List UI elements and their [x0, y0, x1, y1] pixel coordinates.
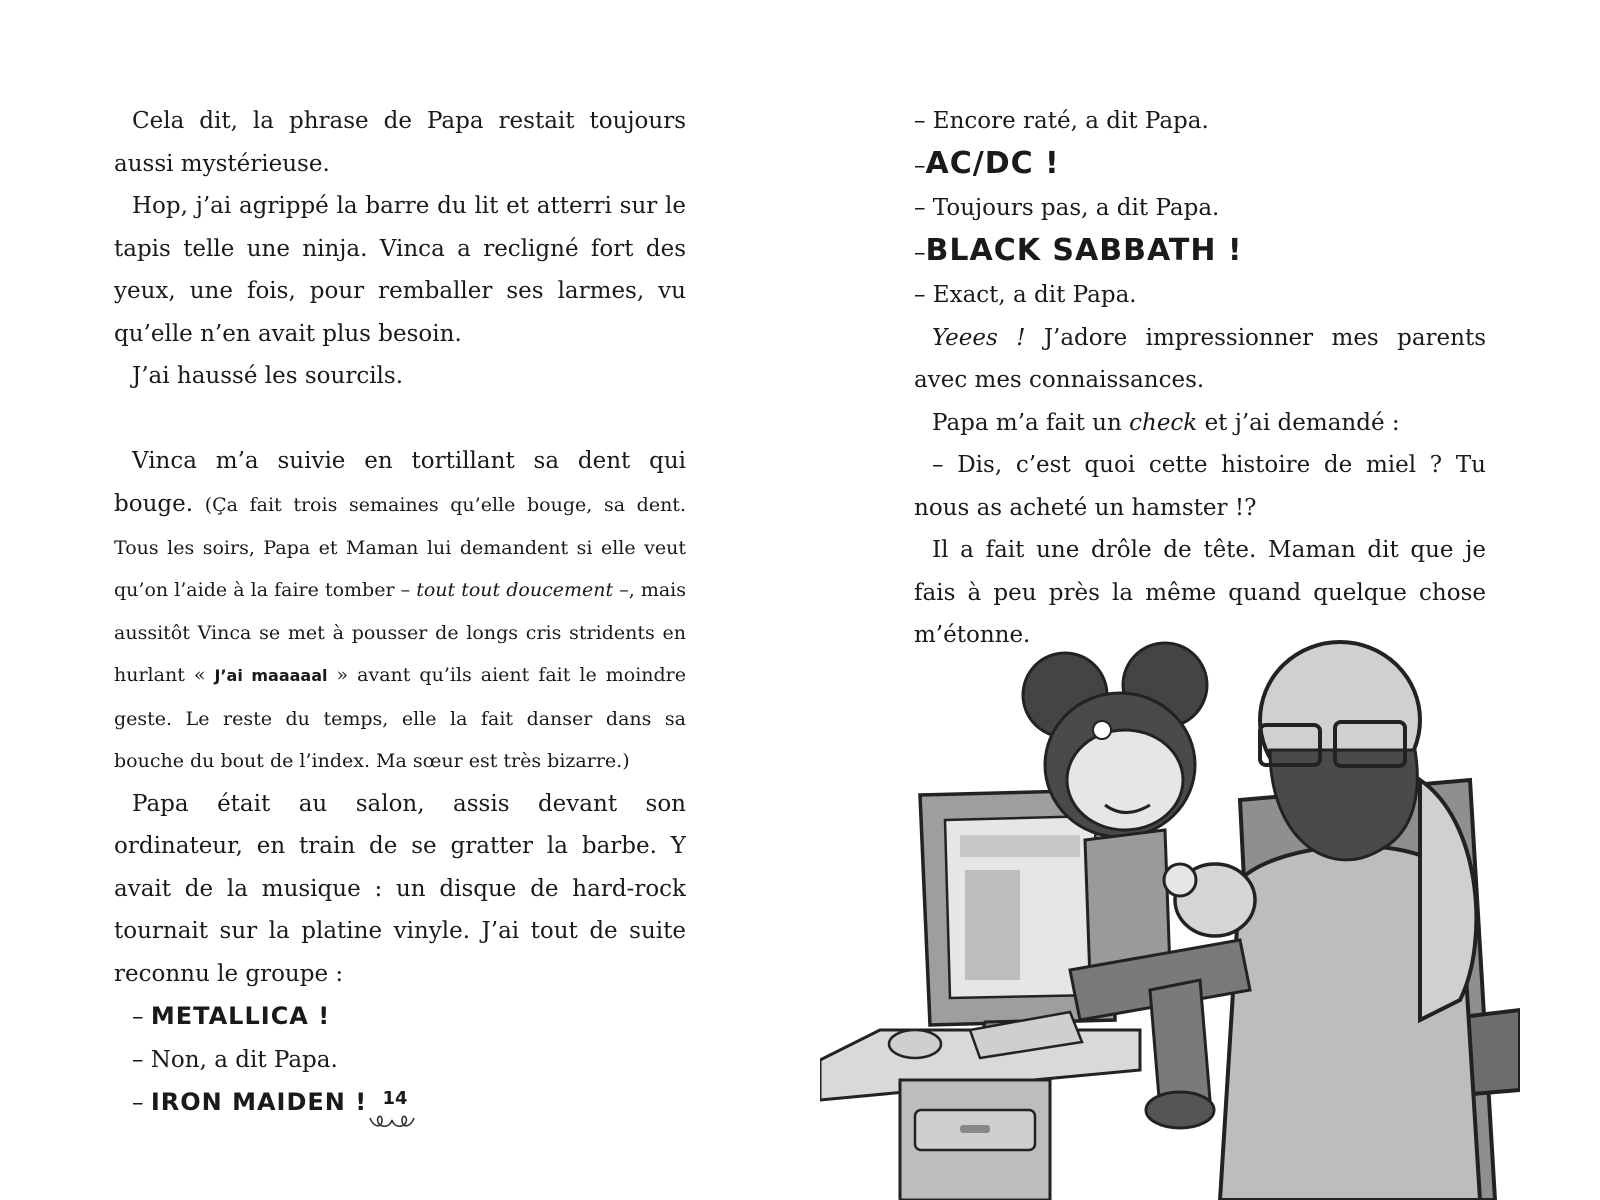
paragraph: Cela dit, la phrase de Papa restait toujours aussi mystérieuse.	[114, 108, 686, 177]
page-number: 14	[382, 1088, 408, 1109]
aside-text: –, mais aussitôt Vinca se met à pousser de longs cris stridents en hurlant «	[114, 579, 687, 686]
left-page-text	[114, 100, 686, 1125]
illustration-dad-and-girl-at-computer	[820, 640, 1520, 1200]
right-page-text	[914, 100, 1486, 657]
shout-iron-maiden: IRON MAIDEN !	[150, 1088, 368, 1116]
dialogue-line: – Exact, a dit Papa.	[914, 282, 1137, 308]
paragraph-main: Vinca m’a suivie en tortillant sa dent qui bouge.	[114, 447, 686, 517]
paragraph: Papa était au salon, assis devant son ordinateur, en train de se gratter la barbe. Y avait de la musique : un disque de hard-rock tournait sur la platine vinyle. J’ai tout de suite reconnu le groupe :	[114, 790, 686, 987]
paragraph: J’ai haussé les sourcils.	[132, 363, 404, 389]
dash: –	[914, 152, 926, 179]
dialogue-line	[914, 143, 1486, 188]
dialogue-line	[114, 995, 686, 1039]
dash: –	[914, 239, 926, 266]
dialogue-line: – Non, a dit Papa.	[132, 1046, 338, 1073]
paragraph: Il a fait une drôle de tête. Maman dit que je fais à peu près la même quand quelque chose m’étonne.	[914, 537, 1486, 648]
dialogue-line: – Dis, c’est quoi cette histoire de miel ? Tu nous as acheté un hamster !?	[914, 452, 1486, 521]
dad-character	[1175, 642, 1480, 1200]
paragraph-text: Papa m’a fait un	[932, 409, 1122, 436]
italic-exclamation: Yeees !	[932, 324, 1026, 351]
dialogue-line	[914, 230, 1486, 275]
dialogue-line: – Encore raté, a dit Papa.	[914, 108, 1209, 134]
paragraph	[914, 402, 1486, 445]
paragraph	[914, 317, 1486, 402]
paragraph: Hop, j’ai agrippé la barre du lit et atterri sur le tapis telle une ninja. Vinca a recligné fort des yeux, une fois, pour remballer ses larmes, vu qu’elle n’en avait plus besoin.	[114, 193, 686, 347]
handwritten-cry: J’ai maaaaal	[214, 666, 328, 685]
ornament-curl-icon	[368, 1110, 416, 1130]
dash: –	[132, 1090, 144, 1116]
dash: –	[132, 1004, 144, 1030]
italic-word: check	[1129, 409, 1198, 436]
shout-acdc: AC/DC !	[925, 145, 1060, 181]
shout-black-sabbath: BLACK SABBATH !	[925, 232, 1243, 268]
aside-italic: tout tout doucement	[416, 579, 614, 601]
paragraph-text: J’adore impressionner mes parents avec mes connaissances.	[914, 324, 1486, 393]
aside-text: (Ça fait trois semaines qu’elle bouge, sa dent. Tous les soirs, Papa et Maman lui demandent si elle veut qu’on l’aide à la faire tomber –	[114, 494, 686, 601]
blank-line	[114, 398, 686, 440]
dialogue-line: – Toujours pas, a dit Papa.	[914, 195, 1220, 221]
paragraph-text: et j’ai demandé :	[1204, 409, 1400, 436]
paragraph-with-aside	[114, 440, 686, 783]
shout-metallica: METALLICA !	[150, 1002, 331, 1030]
aside-text: » avant qu’ils aient fait le moindre geste. Le reste du temps, elle la fait danser dans sa bouche du bout de l’index. Ma sœur est très bizarre.)	[114, 664, 686, 772]
